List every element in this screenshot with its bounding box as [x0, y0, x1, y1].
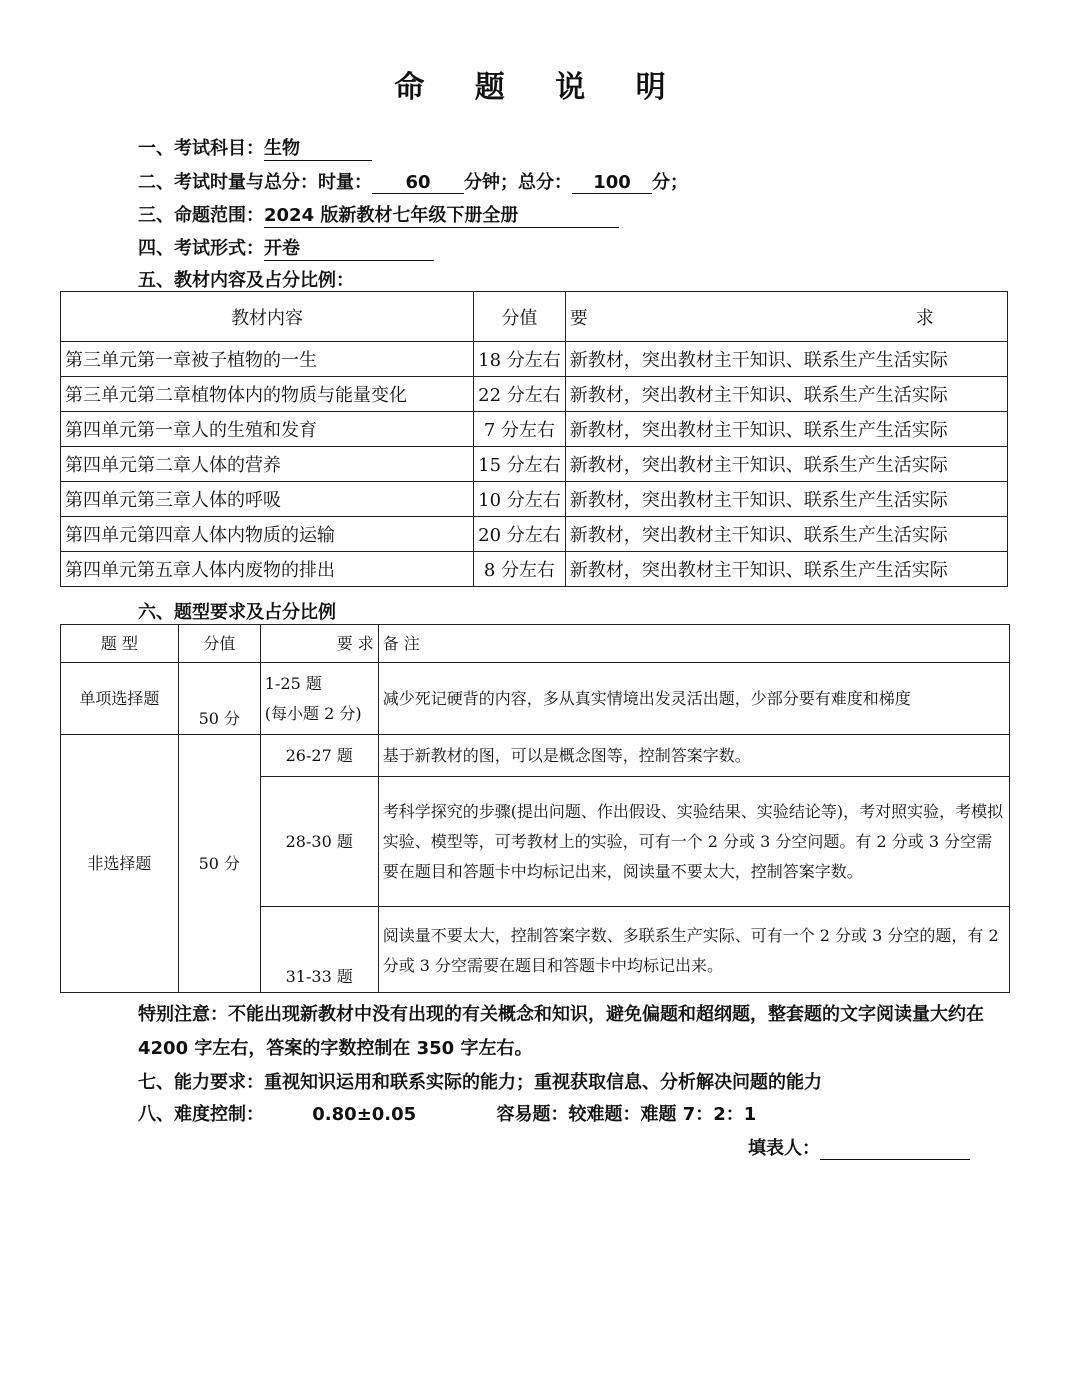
row-content: 第三单元第二章植物体内的物质与能量变化: [61, 377, 474, 412]
row-score: 15 分左右: [474, 447, 566, 482]
exam-time-unit: 分钟；总分：: [464, 172, 572, 193]
difficulty-line: [138, 1100, 756, 1126]
row-score: 8 分左右: [474, 552, 566, 587]
exam-scope-value: 2024 版新教材七年级下册全册: [264, 201, 619, 228]
header-requirement: [565, 292, 1007, 342]
header-requirement-2: 求: [915, 307, 934, 329]
row-score: 22 分左右: [474, 377, 566, 412]
non-choice-type: 非选择题: [61, 735, 179, 993]
row-content: 第四单元第四章人体内物质的运输: [61, 517, 474, 552]
row-content: 第四单元第五章人体内废物的排出: [61, 552, 474, 587]
table-row: [61, 663, 1010, 735]
exam-scope-label: 三、命题范围：: [138, 205, 264, 226]
exam-subject-value: 生物: [264, 134, 372, 161]
exam-time-value: 60: [372, 172, 464, 194]
single-choice-range: 1-25 题: [264, 673, 322, 693]
exam-form-line: [138, 234, 434, 261]
document-title: 命 题 说 明: [394, 70, 686, 105]
filler-label: 填表人：: [748, 1138, 820, 1159]
row-score: 20 分左右: [474, 517, 566, 552]
single-choice-each: (每小题 2 分): [264, 703, 362, 723]
header-score: 分值: [474, 292, 566, 342]
difficulty-label: 八、难度控制：: [138, 1104, 264, 1125]
exam-subject-label: 一、考试科目：: [138, 138, 264, 159]
table-row: [61, 377, 1008, 412]
header-requirement-1: 要: [569, 307, 588, 329]
non-choice-remark: 考科学探究的步骤(提出问题、作出假设、实验结果、实验结论等)，考对照实验，考模拟实验、模型等，可考教材上的实验，可有一个 2 分或 3 分空问题。有 2 分或 3 分空需要在题目和答题卡中均标记出来，阅读量不要太大，控制答案字数。: [378, 777, 1009, 907]
row-score: 10 分左右: [474, 482, 566, 517]
filler-line: [748, 1134, 970, 1160]
non-choice-range: 31-33 题: [260, 907, 378, 993]
question-type-table: [60, 624, 1010, 993]
non-choice-remark: 基于新教材的图，可以是概念图等，控制答案字数。: [378, 735, 1009, 777]
table-row: [61, 735, 1010, 777]
table-row: [61, 517, 1008, 552]
single-choice-requirement: [260, 663, 378, 735]
exam-form-value: 开卷: [264, 234, 434, 261]
table-row: [61, 447, 1008, 482]
non-choice-range: 28-30 题: [260, 777, 378, 907]
non-choice-score: 50 分: [178, 735, 260, 993]
row-content: 第四单元第二章人体的营养: [61, 447, 474, 482]
header-remark: 备 注: [378, 625, 1009, 663]
row-requirement: 新教材，突出教材主干知识、联系生产生活实际: [565, 342, 1007, 377]
table-row: [61, 482, 1008, 517]
single-choice-type: 单项选择题: [61, 663, 179, 735]
row-requirement: 新教材，突出教材主干知识、联系生产生活实际: [565, 482, 1007, 517]
exam-scope-line: [138, 201, 619, 228]
header-score: 分值: [178, 625, 260, 663]
row-requirement: 新教材，突出教材主干知识、联系生产生活实际: [565, 447, 1007, 482]
non-choice-remark: 阅读量不要太大，控制答案字数、多联系生产实际、可有一个 2 分或 3 分空的题，有 2 分或 3 分空需要在题目和答题卡中均标记出来。: [378, 907, 1009, 993]
header-content: 教材内容: [61, 292, 474, 342]
header-requirement: 要 求: [260, 625, 378, 663]
single-choice-remark: 减少死记硬背的内容，多从真实情境出发灵活出题，少部分要有难度和梯度: [378, 663, 1009, 735]
exam-subject-line: [138, 134, 372, 161]
question-type-heading: 六、题型要求及占分比例: [138, 602, 336, 623]
content-ratio-heading: 五、教材内容及占分比例：: [138, 270, 354, 291]
exam-time-label: 二、考试时量与总分：时量：: [138, 172, 372, 193]
difficulty-value: 0.80±0.05: [312, 1104, 417, 1125]
row-content: 第四单元第三章人体的呼吸: [61, 482, 474, 517]
row-requirement: 新教材，突出教材主干知识、联系生产生活实际: [565, 517, 1007, 552]
content-ratio-table: [60, 291, 1008, 587]
single-choice-score: 50 分: [178, 663, 260, 735]
row-content: 第三单元第一章被子植物的一生: [61, 342, 474, 377]
row-score: 7 分左右: [474, 412, 566, 447]
row-requirement: 新教材，突出教材主干知识、联系生产生活实际: [565, 552, 1007, 587]
exam-form-label: 四、考试形式：: [138, 238, 264, 259]
table-header-row: [61, 292, 1008, 342]
table-row: [61, 342, 1008, 377]
row-requirement: 新教材，突出教材主干知识、联系生产生活实际: [565, 377, 1007, 412]
filler-blank[interactable]: [820, 1139, 970, 1160]
header-type: 题 型: [61, 625, 179, 663]
row-requirement: 新教材，突出教材主干知识、联系生产生活实际: [565, 412, 1007, 447]
exam-score-value: 100: [572, 172, 652, 194]
table-header-row: [61, 625, 1010, 663]
row-content: 第四单元第一章人的生殖和发育: [61, 412, 474, 447]
row-score: 18 分左右: [474, 342, 566, 377]
exam-score-unit: 分；: [652, 172, 688, 193]
table-row: [61, 552, 1008, 587]
difficulty-ratio: 容易题：较难题：难题 7：2：1: [496, 1104, 757, 1125]
special-note: 特别注意：不能出现新教材中没有出现的有关概念和知识，避免偏题和超纲题，整套题的文字阅读量大约在 4200 字左右，答案的字数控制在 350 字左右。: [138, 1004, 984, 1059]
non-choice-range: 26-27 题: [260, 735, 378, 777]
table-row: [61, 412, 1008, 447]
ability-requirement: 七、能力要求：重视知识运用和联系实际的能力；重视获取信息、分析解决问题的能力: [138, 1072, 822, 1093]
exam-time-line: [138, 168, 688, 194]
